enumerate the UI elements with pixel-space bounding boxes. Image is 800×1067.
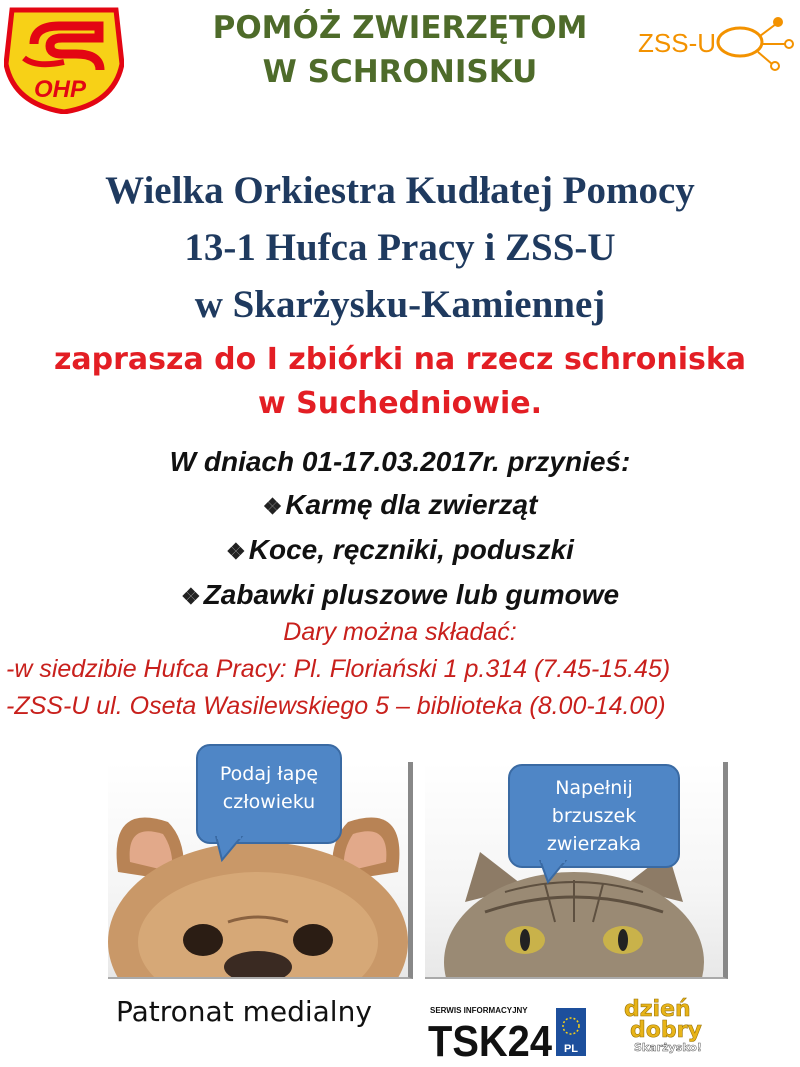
tsk-main-text: TSK24 xyxy=(428,1017,553,1058)
ohp-logo-text: OHP xyxy=(33,76,87,103)
bubble-line: Podaj łapę xyxy=(219,763,319,785)
cat-speech-bubble xyxy=(508,764,680,868)
poster-title xyxy=(170,6,630,94)
bring-item xyxy=(0,573,800,618)
invite-line-2: w Suchedniowie. xyxy=(257,386,543,421)
dog-bubble-tail xyxy=(214,836,244,862)
bring-item-label: Karmę dla zwierząt xyxy=(285,489,538,520)
bullet-icon: ❖ xyxy=(180,584,201,609)
tsk24-logo xyxy=(428,1004,588,1058)
ohp-logo xyxy=(4,4,124,114)
invite-line-1: zaprasza do I zbiórki na rzecz schroniska xyxy=(53,342,747,377)
bullet-icon: ❖ xyxy=(226,539,246,564)
dog-speech-bubble xyxy=(196,744,342,844)
bring-item-label: Zabawki pluszowe lub gumowe xyxy=(203,579,620,610)
organizer-line-1: Wielka Orkiestra Kudłatej Pomocy xyxy=(105,169,695,212)
bubble-line: Napełnij xyxy=(555,777,633,799)
bring-item xyxy=(0,528,800,573)
bring-item xyxy=(0,483,800,528)
media-patronage-label: Patronat medialny xyxy=(116,995,372,1028)
title-line-2: W SCHRONISKU xyxy=(262,54,538,90)
organizer-block xyxy=(0,162,800,333)
tsk-pl-text: PL xyxy=(563,1043,579,1055)
dzien-dobry-logo xyxy=(620,994,750,1054)
bubble-line: brzuszek xyxy=(551,805,637,827)
bullet-icon: ❖ xyxy=(262,494,283,519)
zssu-logo-text: ZSS-U xyxy=(638,28,716,58)
invitation-text xyxy=(0,338,800,426)
donation-location-1: -w siedzibie Hufca Pracy: Pl. Floriański 1 p.314 (7.45-15.45) xyxy=(6,655,671,683)
dd-line-2: dobry xyxy=(630,1018,702,1043)
dd-line-1: dzień xyxy=(624,997,691,1022)
donation-info xyxy=(0,614,800,725)
donation-location-2: -ZSS-U ul. Oseta Wasilewskiego 5 – biblioteka (8.00-14.00) xyxy=(6,692,666,720)
bubble-line: zwierzaka xyxy=(546,833,642,855)
donation-title: Dary można składać: xyxy=(283,618,517,646)
title-line-1: POMÓŻ ZWIERZĘTOM xyxy=(212,10,588,46)
cat-bubble-tail xyxy=(538,860,568,884)
bubble-line: człowieku xyxy=(222,791,316,813)
bring-heading: W dniach 01-17.03.2017r. przynieś: xyxy=(169,446,631,477)
tsk-tagline: SERWIS INFORMACYJNY xyxy=(430,1006,528,1015)
zssu-logo xyxy=(636,14,796,74)
organizer-line-3: w Skarżysku-Kamiennej xyxy=(194,283,606,326)
organizer-line-2: 13-1 Hufca Pracy i ZSS-U xyxy=(184,226,616,269)
bring-list xyxy=(0,440,800,618)
dd-line-3: Skarżysko! xyxy=(634,1041,702,1054)
bring-item-label: Koce, ręczniki, poduszki xyxy=(248,534,574,565)
